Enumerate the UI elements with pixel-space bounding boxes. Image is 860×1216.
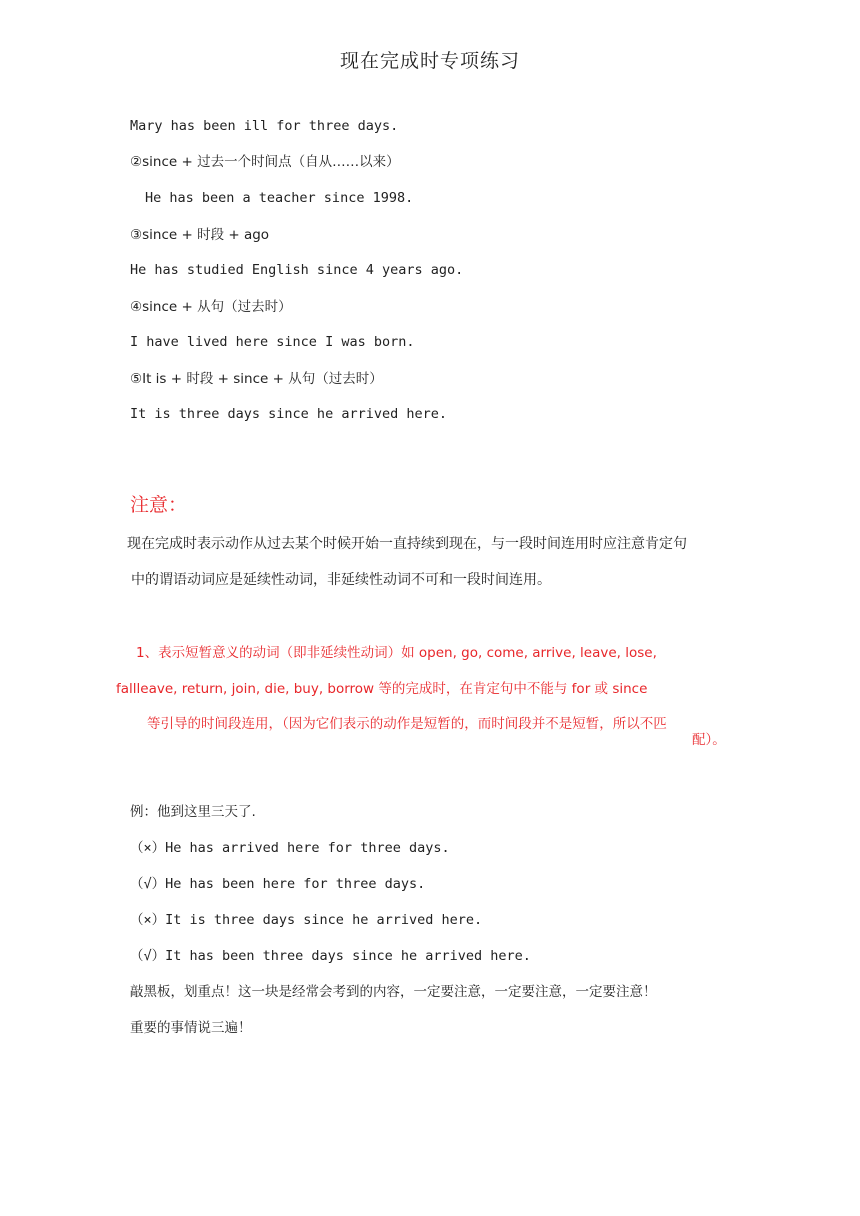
example-line-mary: Mary has been ill for three days.	[130, 118, 399, 134]
example-right-1: （√）He has been here for three days.	[130, 876, 426, 892]
example-wrong-1: （×）He has arrived here for three days.	[130, 840, 450, 856]
rule-it-is-since: ⑤It is + 时段 + since + 从句（过去时）	[130, 371, 383, 387]
example-line-born: I have lived here since I was born.	[130, 334, 415, 350]
emphasis-line-1: 敲黑板，划重点！这一块是经常会考到的内容，一定要注意，一定要注意，一定要注意！	[130, 984, 657, 1000]
rule-line4: 配）。	[692, 732, 726, 748]
note-heading: 注意：	[130, 494, 188, 516]
rule-line1: 1、表示短暂意义的动词（即非延续性动词）如 open, go, come, arrive, leave, lose,	[136, 645, 657, 661]
rule-since-clause: ④since + 从句（过去时）	[130, 299, 292, 315]
example-right-2: （√）It has been three days since he arrived here.	[130, 948, 531, 964]
rule-since-ago: ③since + 时段 + ago	[130, 227, 270, 243]
example-intro: 例：他到这里三天了.	[130, 804, 256, 820]
emphasis-line-2: 重要的事情说三遍！	[130, 1020, 252, 1036]
example-line-english: He has studied English since 4 years ago.	[130, 262, 464, 278]
rule-line2: fallleave, return, join, die, buy, borrow 等的完成时，在肯定句中不能与 for 或 since	[116, 681, 648, 697]
rule-since-point: ②since + 过去一个时间点（自从……以来）	[130, 154, 400, 170]
example-line-arrived: It is three days since he arrived here.	[130, 406, 447, 422]
page-title: 现在完成时专项练习	[339, 50, 520, 72]
rule-line3: 等引导的时间段连用，（因为它们表示的动作是短暂的，而时间段并不是短暂，所以不匹	[147, 716, 667, 732]
example-wrong-2: （×）It is three days since he arrived here.	[130, 912, 483, 928]
note-paragraph-line2: 中的谓语动词应是延续性动词，非延续性动词不可和一段时间连用。	[131, 572, 551, 588]
note-paragraph-line1: 现在完成时表示动作从过去某个时候开始一直持续到现在，与一段时间连用时应注意肯定句	[127, 536, 687, 552]
example-line-teacher: He has been a teacher since 1998.	[145, 190, 414, 206]
